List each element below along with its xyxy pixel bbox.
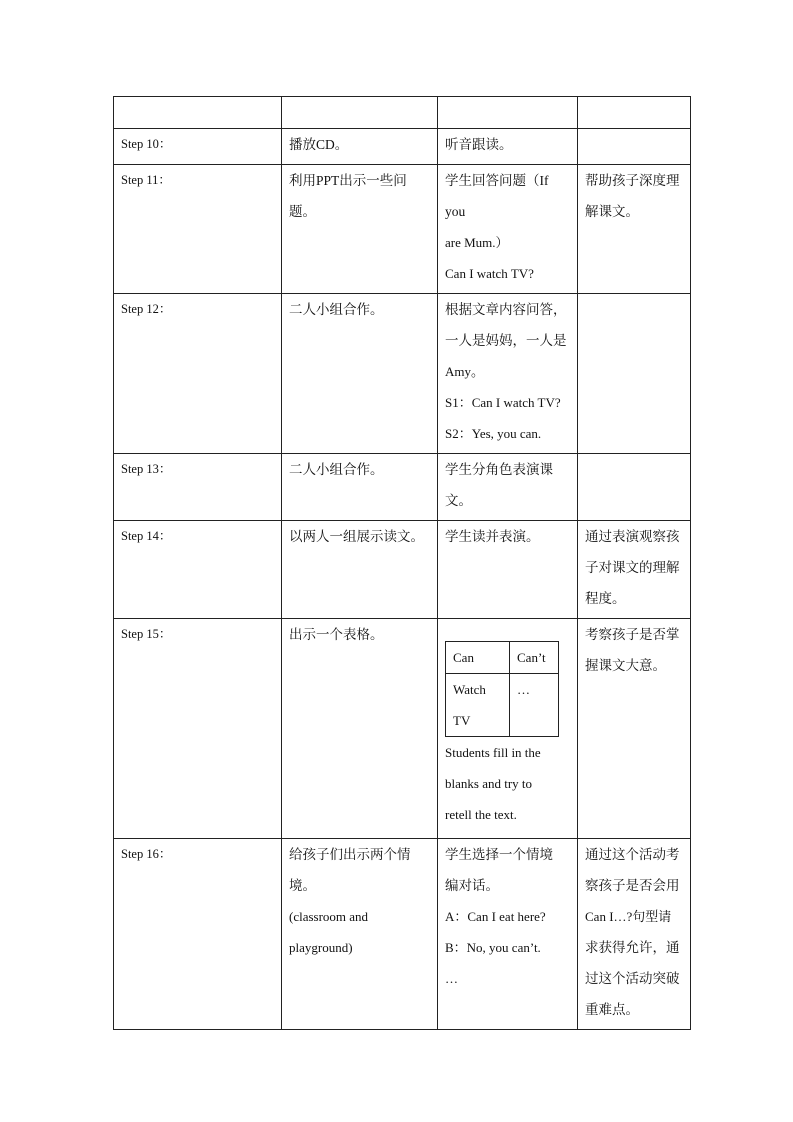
cell-line: 一人是妈妈，一人是 bbox=[445, 333, 567, 348]
cell-line: Can I watch TV? bbox=[445, 266, 534, 281]
teacher-activity-cell bbox=[282, 454, 438, 521]
cell-line: 子对课文的理解 bbox=[585, 560, 680, 575]
cell-line: 重难点。 bbox=[585, 1002, 639, 1017]
mini-table-row bbox=[446, 642, 559, 674]
step-cell: Step 15： bbox=[114, 619, 282, 839]
mini-table-row bbox=[446, 674, 559, 737]
purpose-cell bbox=[578, 521, 691, 619]
table-row bbox=[114, 165, 691, 294]
cell-line: B：No, you can’t. bbox=[445, 940, 541, 955]
cell-line: 学生回答问题（If you bbox=[445, 173, 549, 219]
cell-line: 握课文大意。 bbox=[585, 658, 666, 673]
step-cell: Step 16： bbox=[114, 839, 282, 1030]
step-cell bbox=[114, 97, 282, 129]
cell-line: 题。 bbox=[289, 204, 316, 219]
cell-line: 学生选择一个情境 bbox=[445, 847, 553, 862]
table-row bbox=[114, 129, 691, 165]
cell-line: retell the text. bbox=[445, 807, 517, 822]
teacher-activity-cell bbox=[282, 97, 438, 129]
cell-line: 根据文章内容问答， bbox=[445, 302, 567, 317]
teacher-activity-cell bbox=[282, 839, 438, 1030]
step-cell: Step 10： bbox=[114, 129, 282, 165]
cell-line: 学生分角色表演课 bbox=[445, 462, 553, 477]
cell-line: … bbox=[445, 971, 458, 986]
cell-line: 给孩子们出示两个情 bbox=[289, 847, 411, 862]
student-activity-cell bbox=[438, 454, 578, 521]
cell-line: 播放CD。 bbox=[289, 137, 349, 152]
cell-line: Amy。 bbox=[445, 364, 485, 379]
cell-line: Can I…?句型请 bbox=[585, 909, 672, 924]
table-row bbox=[114, 619, 691, 839]
teacher-activity-cell bbox=[282, 521, 438, 619]
student-activity-cell bbox=[438, 294, 578, 454]
cell-line: 通过这个活动考 bbox=[585, 847, 680, 862]
cell-line: 二人小组合作。 bbox=[289, 462, 384, 477]
purpose-cell bbox=[578, 97, 691, 129]
cell-line: 察孩子是否会用 bbox=[585, 878, 680, 893]
purpose-cell bbox=[578, 839, 691, 1030]
cell-line: 以两人一组展示读文。 bbox=[289, 529, 424, 544]
student-activity-cell bbox=[438, 165, 578, 294]
cell-line: Students fill in the bbox=[445, 745, 541, 760]
cell-line: 文。 bbox=[445, 493, 472, 508]
teacher-activity-cell bbox=[282, 129, 438, 165]
cell-line: 学生读并表演。 bbox=[445, 529, 540, 544]
cell-line: S2：Yes, you can. bbox=[445, 426, 542, 441]
step-cell: Step 12： bbox=[114, 294, 282, 454]
purpose-cell bbox=[578, 619, 691, 839]
step-cell: Step 13： bbox=[114, 454, 282, 521]
student-activity-cell bbox=[438, 129, 578, 165]
table-row bbox=[114, 454, 691, 521]
student-activity-cell bbox=[438, 521, 578, 619]
cell-line: are Mum.） bbox=[445, 235, 509, 250]
student-activity-cell bbox=[438, 97, 578, 129]
cell-line: 境。 bbox=[289, 878, 316, 893]
student-activity-cell bbox=[438, 619, 578, 839]
cell-line: 解课文。 bbox=[585, 204, 639, 219]
mini-cell-can bbox=[446, 674, 510, 737]
purpose-cell bbox=[578, 165, 691, 294]
cell-line: 过这个活动突破 bbox=[585, 971, 680, 986]
table-row bbox=[114, 839, 691, 1030]
student-activity-cell bbox=[438, 839, 578, 1030]
table-row bbox=[114, 521, 691, 619]
cell-line: 通过表演观察孩 bbox=[585, 529, 680, 544]
mini-cell-cant: … bbox=[510, 674, 559, 737]
cell-line: 利用PPT出示一些问 bbox=[289, 173, 407, 188]
table-row bbox=[114, 97, 691, 129]
teacher-activity-cell bbox=[282, 294, 438, 454]
cell-line: 出示一个表格。 bbox=[289, 627, 384, 642]
step-cell: Step 14： bbox=[114, 521, 282, 619]
purpose-cell bbox=[578, 129, 691, 165]
cell-line: playground) bbox=[289, 940, 353, 955]
cell-line: A：Can I eat here? bbox=[445, 909, 546, 924]
step-cell: Step 11： bbox=[114, 165, 282, 294]
cell-line: TV bbox=[453, 713, 471, 728]
mini-head-cant: Can’t bbox=[510, 642, 559, 674]
purpose-cell bbox=[578, 294, 691, 454]
teacher-activity-cell bbox=[282, 165, 438, 294]
mini-head-can: Can bbox=[446, 642, 510, 674]
cell-line: 听音跟读。 bbox=[445, 137, 513, 152]
cell-line: 帮助孩子深度理 bbox=[585, 173, 680, 188]
cell-line: 考察孩子是否掌 bbox=[585, 627, 680, 642]
lesson-plan-table bbox=[113, 96, 691, 1030]
purpose-cell bbox=[578, 454, 691, 521]
cell-line: (classroom and bbox=[289, 909, 369, 924]
can-cant-table bbox=[445, 641, 559, 737]
cell-line: 编对话。 bbox=[445, 878, 499, 893]
cell-line: S1：Can I watch TV? bbox=[445, 395, 561, 410]
cell-line: 求获得允许，通 bbox=[585, 940, 680, 955]
cell-line: 二人小组合作。 bbox=[289, 302, 384, 317]
cell-line: blanks and try to bbox=[445, 776, 533, 791]
table-row bbox=[114, 294, 691, 454]
cell-line: 程度。 bbox=[585, 591, 626, 606]
teacher-activity-cell bbox=[282, 619, 438, 839]
cell-line: Watch bbox=[453, 682, 486, 697]
